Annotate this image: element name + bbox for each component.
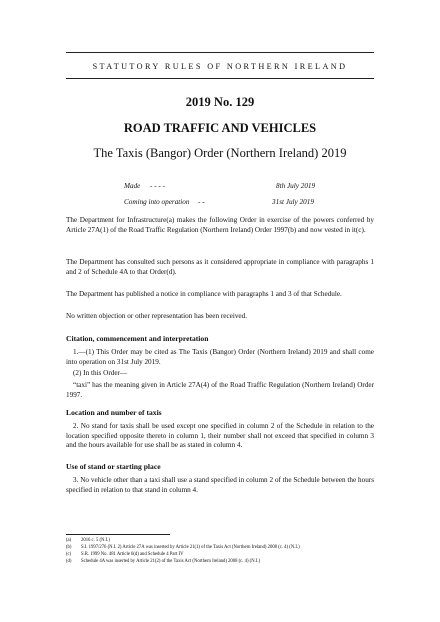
footnote-text: S.R. 1999 No. 481 Article 6(d) and Schedule 4 Part IV — [81, 552, 184, 557]
footnote-c — [66, 552, 386, 558]
section-heading-use-of-stand: Use of stand or starting place — [66, 462, 161, 471]
instrument-number: 2019 No. 129 — [185, 95, 255, 109]
recital-4: No written objection or other representation has been received. — [66, 312, 248, 320]
footnote-b — [66, 545, 386, 551]
coming-dashes: - - — [198, 198, 205, 206]
made-date: 8th July 2019 — [276, 182, 316, 190]
coming-label: Coming into operation — [124, 198, 190, 206]
footnote-text: S.I. 1997/276 (N.I. 2) Article 27A was inserted by Article 21(1) of the Taxis Act (Northern Ireland) 2008 (c. 4) (N.I.) — [81, 545, 300, 550]
footnote-a — [66, 538, 386, 544]
footnote-d — [66, 559, 386, 565]
recital-1: The Department for Infrastructure(a) makes the following Order in exercise of the powers conferred by Article 27A(1) of the Road Traffic Regulation (Northern Ireland) Order 1997(b) and now vested in it(c). — [66, 216, 374, 234]
article-3: 3. No vehicle other than a taxi shall use a stand specified in column 2 of the Schedule between the hours specified in relation to that stand in column 4. — [66, 476, 374, 494]
footnote-text: 2016 c. 5 (N.I.) — [81, 538, 110, 543]
footnote-label: (c) — [66, 552, 72, 557]
article-1-1: 1.—(1) This Order may be cited as The Taxis (Bangor) Order (Northern Ireland) 2019 and shall come into operation on 31st July 2019. — [66, 348, 374, 366]
header-bottom-rule — [66, 78, 374, 79]
footnote-label: (a) — [66, 538, 72, 543]
footnote-text: Schedule 4A was inserted by Article 21(2) of the Taxis Act (Northern Ireland) 2008 (c. 4) (N.I.) — [81, 559, 261, 564]
section-heading-location: Location and number of taxis — [66, 408, 162, 417]
made-dashes: - - - - — [150, 182, 165, 190]
recital-3: The Department has published a notice in compliance with paragraphs 1 and 3 of that Schedule. — [66, 290, 342, 298]
footnote-label: (d) — [66, 559, 72, 564]
article-1-2: (2) In this Order— — [73, 369, 128, 377]
footnote-rule — [66, 534, 170, 535]
coming-date: 31st July 2019 — [272, 198, 314, 206]
series-header: STATUTORY RULES OF NORTHERN IRELAND — [92, 62, 348, 71]
article-2: 2. No stand for taxis shall be used except one specified in column 2 of the Schedule in relation to the location specified opposite thereto in column 1, their number shall not exceed that specified in column 3 and the hours available for use shall be as stated in column 4. — [66, 422, 374, 450]
order-title: The Taxis (Bangor) Order (Northern Ireland) 2019 — [93, 146, 347, 160]
subject-heading: ROAD TRAFFIC AND VEHICLES — [123, 121, 317, 135]
definition-taxi: “taxi” has the meaning given in Article 27A(4) of the Road Traffic Regulation (Northern Ireland) Order 1997. — [66, 381, 374, 399]
header-top-rule — [66, 52, 374, 53]
made-label: Made — [124, 182, 141, 190]
section-heading-citation: Citation, commencement and interpretation — [66, 334, 209, 343]
recital-2: The Department has consulted such persons as it considered appropriate in compliance with paragraphs 1 and 2 of Schedule 4A to that Order(d). — [66, 258, 374, 276]
footnote-label: (b) — [66, 545, 72, 550]
